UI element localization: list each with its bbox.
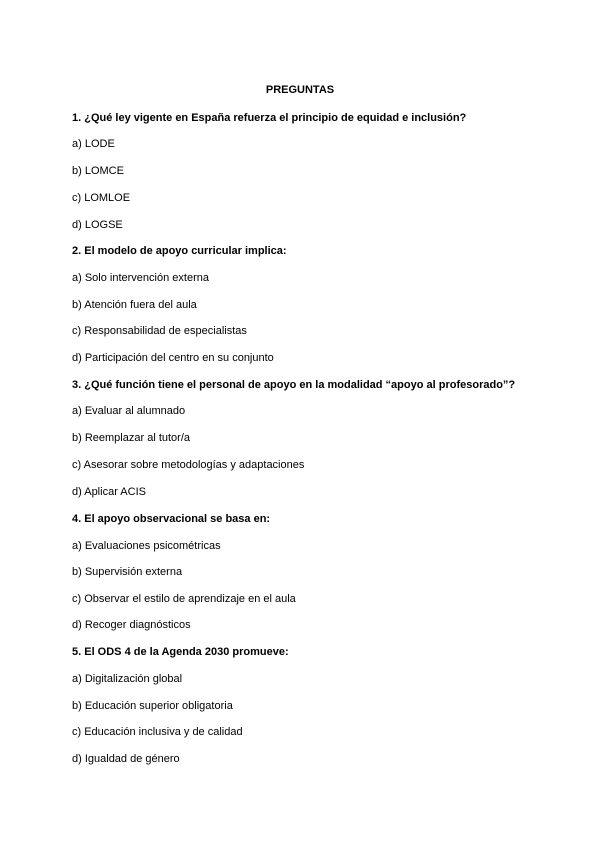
- question-4-option-b: b) Supervisión externa: [72, 566, 183, 578]
- question-1-option-d: d) LOGSE: [72, 219, 123, 231]
- question-5: 5. El ODS 4 de la Agenda 2030 promueve:: [72, 646, 289, 658]
- question-2: 2. El modelo de apoyo curricular implica:: [72, 245, 287, 257]
- question-3-option-c: c) Asesorar sobre metodologías y adaptaciones: [72, 459, 305, 471]
- question-5-option-b: b) Educación superior obligatoria: [72, 700, 233, 712]
- question-5-option-a: a) Digitalización global: [72, 673, 183, 685]
- question-2-option-c: c) Responsabilidad de especialistas: [72, 325, 247, 337]
- question-4: 4. El apoyo observacional se basa en:: [72, 513, 271, 525]
- question-5-option-d: d) Igualdad de género: [72, 753, 180, 765]
- question-4-option-c: c) Observar el estilo de aprendizaje en el aula: [72, 593, 296, 605]
- question-3-option-d: d) Aplicar ACIS: [72, 486, 146, 498]
- question-2-option-a: a) Solo intervención externa: [72, 272, 209, 284]
- question-3-option-b: b) Reemplazar al tutor/a: [72, 432, 190, 444]
- page-title: PREGUNTAS: [265, 84, 335, 96]
- question-1-option-b: b) LOMCE: [72, 165, 124, 177]
- question-4-option-a: a) Evaluaciones psicométricas: [72, 540, 221, 552]
- question-5-option-c: c) Educación inclusiva y de calidad: [72, 726, 243, 738]
- question-1: 1. ¿Qué ley vigente en España refuerza el principio de equidad e inclusión?: [72, 112, 467, 124]
- question-1-option-c: c) LOMLOE: [72, 192, 131, 204]
- question-2-option-b: b) Atención fuera del aula: [72, 299, 197, 311]
- question-3: 3. ¿Qué función tiene el personal de apoyo en la modalidad “apoyo al profesorado”?: [72, 379, 516, 391]
- question-2-option-d: d) Participación del centro en su conjunto: [72, 352, 274, 364]
- question-3-option-a: a) Evaluar al alumnado: [72, 405, 186, 417]
- question-4-option-d: d) Recoger diagnósticos: [72, 619, 191, 631]
- question-1-option-a: a) LODE: [72, 138, 115, 150]
